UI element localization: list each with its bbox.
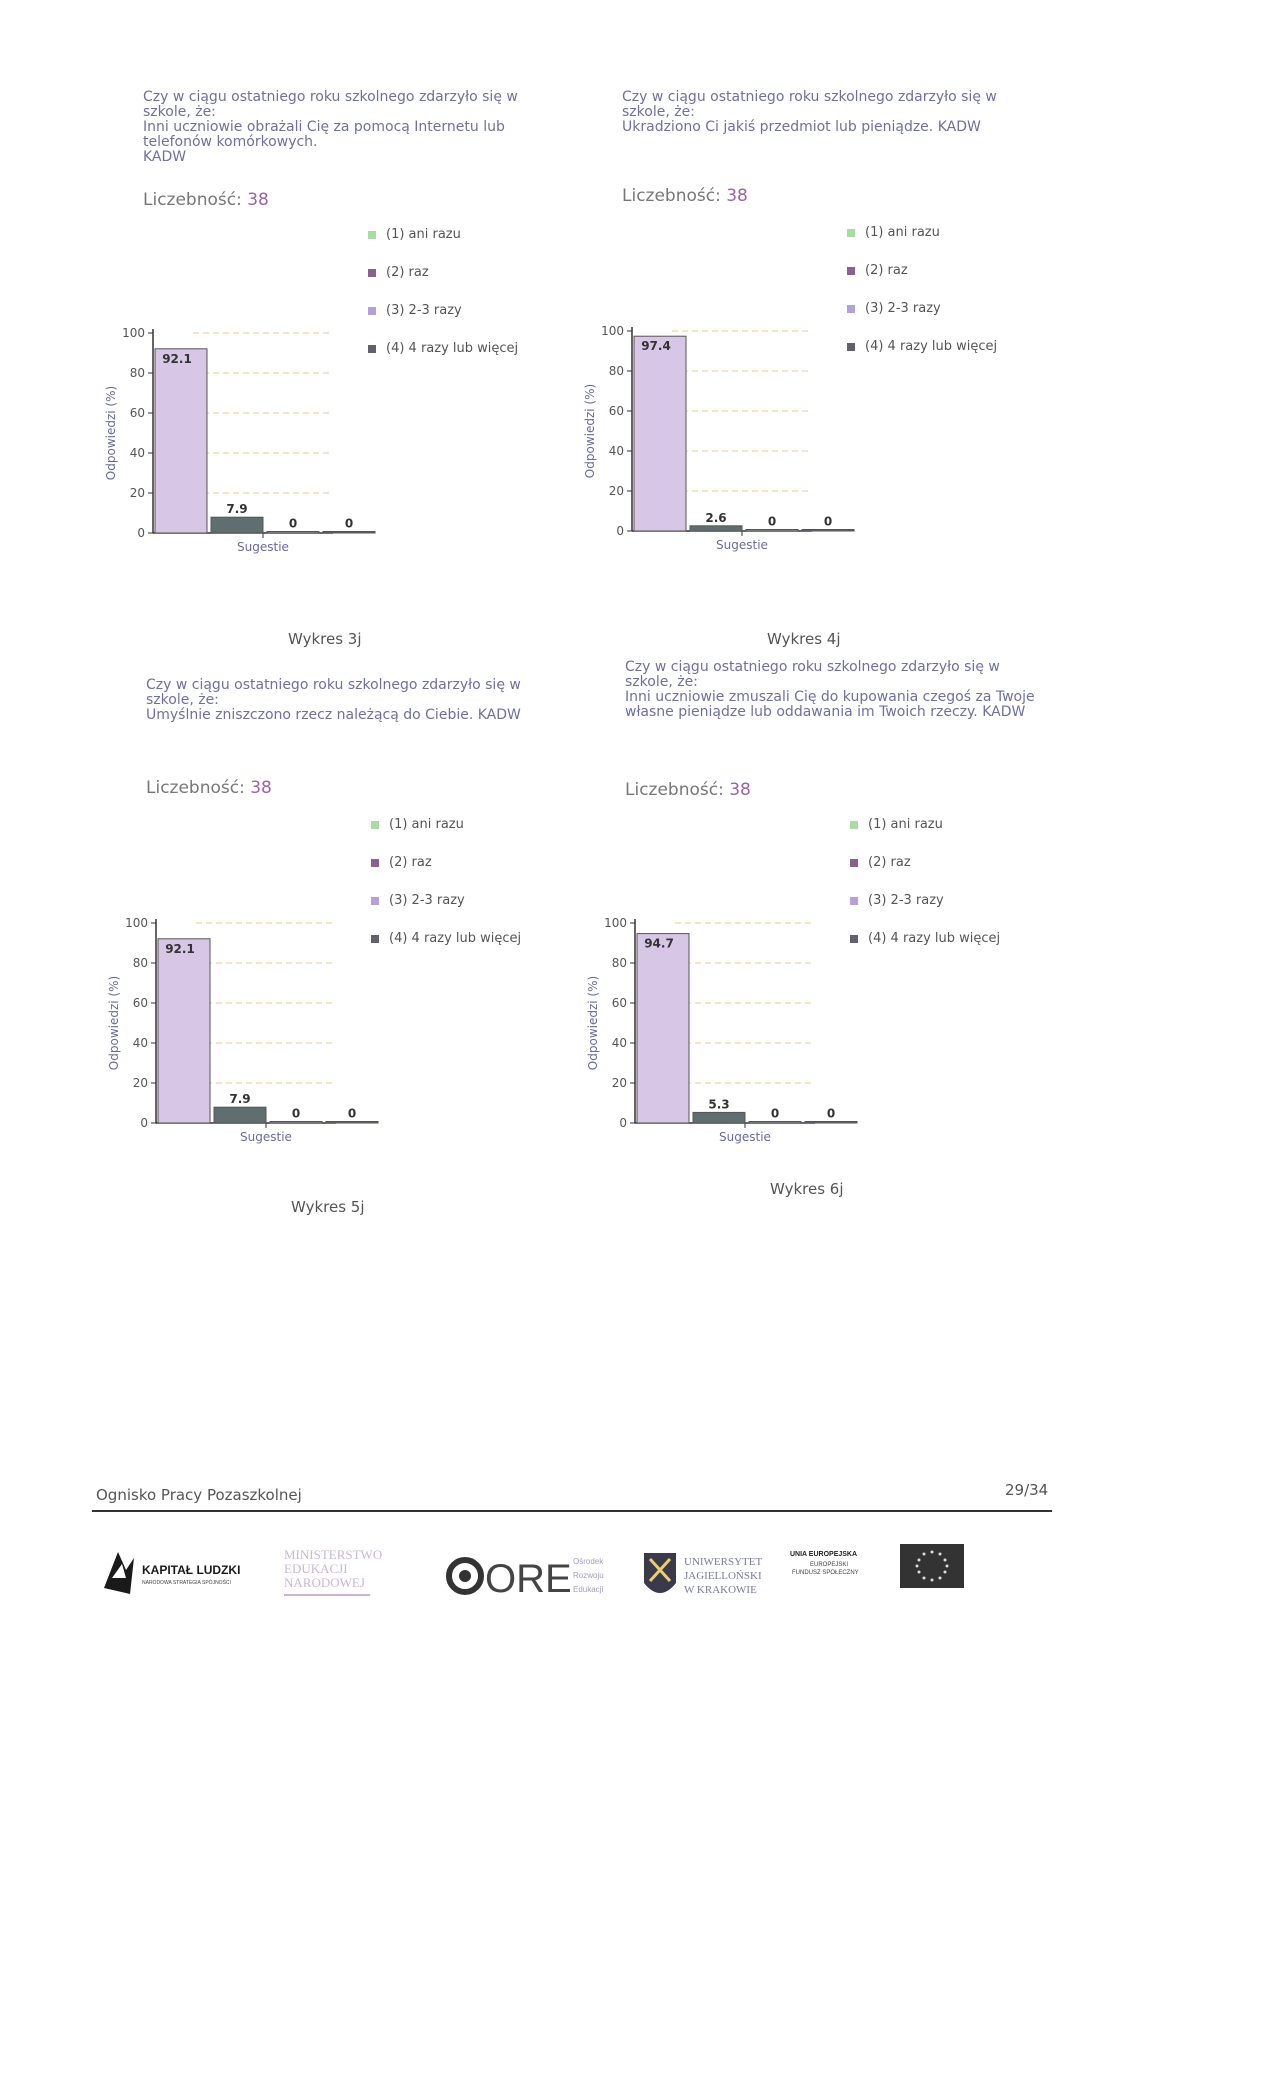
kapital-ludzki-text: KAPITAŁ LUDZKI (142, 1563, 241, 1577)
legend-label: (3) 2-3 razy (386, 303, 462, 318)
y-axis-label: Odpowiedzi (%) (107, 975, 121, 1071)
chart-panel-6j (586, 659, 1105, 1220)
legend-item (847, 226, 1005, 240)
bar-value-label: 5.3 (708, 1097, 730, 1112)
eu-line-3: FUNDUSZ SPOŁECZNY (792, 1570, 859, 1576)
y-tick-label: 60 (611, 996, 627, 1010)
sample-size-value: 38 (729, 780, 751, 800)
bar-value-label: 0 (291, 1106, 301, 1121)
y-tick-label: 100 (125, 916, 148, 930)
legend-item (847, 302, 1005, 316)
bar (211, 517, 263, 533)
bar-chart (106, 808, 406, 1158)
legend-label: (2) raz (868, 855, 911, 870)
y-tick-label: 60 (608, 404, 624, 418)
bar (637, 934, 689, 1123)
ministerstwo-line-3: NARODOWEJ (284, 1575, 365, 1590)
footer-organization: Ognisko Pracy Pozaszkolnej (96, 1486, 302, 1504)
sample-size-label: Liczebność: (622, 186, 727, 206)
y-tick-label: 40 (608, 444, 624, 458)
kapital-ludzki-logo (100, 1548, 300, 1598)
chart-panel-4j (583, 89, 1102, 650)
sample-size (143, 190, 269, 210)
legend-label: (4) 4 razy lub więcej (386, 341, 519, 356)
y-axis-label: Odpowiedzi (%) (583, 383, 597, 479)
uj-logo (640, 1545, 790, 1610)
legend-label: (1) ani razu (389, 817, 464, 832)
legend-swatch (847, 343, 855, 351)
bar (746, 530, 798, 532)
legend-label: (2) raz (386, 265, 429, 280)
y-tick-label: 0 (140, 1116, 148, 1130)
bar-value-label: 0 (344, 516, 354, 531)
y-tick-label: 80 (129, 366, 145, 380)
y-tick-label: 20 (608, 484, 624, 498)
y-tick-label: 40 (129, 446, 145, 460)
legend-item (371, 856, 529, 870)
bar-value-label: 0 (347, 1106, 357, 1121)
legend-swatch (850, 935, 858, 943)
bar (155, 349, 207, 533)
legend-swatch (371, 897, 379, 905)
legend-swatch (847, 229, 855, 237)
legend-item (368, 266, 526, 280)
bar-value-label: 0 (826, 1106, 836, 1121)
y-axis-label: Odpowiedzi (%) (104, 385, 118, 481)
ore-sub-3: Edukacji (573, 1585, 604, 1594)
y-tick-label: 40 (132, 1036, 148, 1050)
ore-logo (445, 1548, 625, 1603)
y-tick-label: 100 (601, 324, 624, 338)
sample-size (146, 778, 272, 798)
legend-item (850, 932, 1008, 946)
chart-question: Czy w ciągu ostatniego roku szkolnego zdarzyło się w szkole, że: Ukradziono Ci jakiś przedmiot lub pieniądze. KADW (622, 89, 997, 135)
legend-label: (2) raz (865, 263, 908, 278)
legend-item (368, 342, 526, 356)
y-tick-label: 0 (616, 524, 624, 538)
y-tick-label: 20 (611, 1076, 627, 1090)
bar (690, 526, 742, 531)
bar (270, 1122, 322, 1124)
y-tick-label: 20 (129, 486, 145, 500)
legend-label: (1) ani razu (865, 225, 940, 240)
bar (323, 532, 375, 534)
chart-caption: Wykres 4j (767, 630, 841, 648)
footer-divider (92, 1510, 1052, 1512)
sample-size-value: 38 (247, 190, 269, 210)
y-tick-label: 80 (608, 364, 624, 378)
legend-item (371, 818, 529, 832)
y-tick-label: 40 (611, 1036, 627, 1050)
chart-legend (371, 818, 529, 970)
eu-logo (790, 1540, 970, 1600)
bar (749, 1122, 801, 1124)
eu-line-2: EUROPEJSKI (810, 1562, 849, 1568)
y-tick-label: 100 (604, 916, 627, 930)
bar-value-label: 92.1 (165, 941, 195, 956)
bar-value-label: 7.9 (226, 502, 248, 517)
bar-value-label: 94.7 (644, 936, 674, 951)
legend-item (371, 894, 529, 908)
legend-label: (4) 4 razy lub więcej (389, 931, 522, 946)
bar-value-label: 0 (770, 1106, 780, 1121)
chart-question: Czy w ciągu ostatniego roku szkolnego zdarzyło się w szkole, że: Umyślnie zniszczono rzecz należącą do Ciebie. KADW (146, 677, 521, 723)
legend-label: (2) raz (389, 855, 432, 870)
footer-page-number: 29/34 (1005, 1481, 1049, 1499)
uj-line-2: JAGIELLOŃSKI (684, 1570, 762, 1582)
legend-item (847, 264, 1005, 278)
bar (267, 532, 319, 534)
chart-caption: Wykres 6j (770, 1180, 844, 1198)
legend-swatch (850, 897, 858, 905)
legend-label: (3) 2-3 razy (868, 893, 944, 908)
uj-line-1: UNIWERSYTET (684, 1556, 763, 1568)
legend-label: (4) 4 razy lub więcej (868, 931, 1001, 946)
bar-chart (582, 216, 882, 566)
y-tick-label: 0 (619, 1116, 627, 1130)
uj-line-3: W KRAKOWIE (684, 1584, 757, 1596)
y-tick-label: 80 (132, 956, 148, 970)
legend-swatch (847, 267, 855, 275)
y-tick-label: 60 (129, 406, 145, 420)
ministerstwo-line-1: MINISTERSTWO (284, 1547, 383, 1562)
chart-caption: Wykres 3j (288, 630, 362, 648)
kapital-ludzki-sub: NARODOWA STRATEGIA SPÓJNOŚCI (142, 1580, 231, 1586)
chart-panel-5j (107, 677, 626, 1238)
legend-item (368, 304, 526, 318)
legend-label: (3) 2-3 razy (865, 301, 941, 316)
sample-size-label: Liczebność: (625, 780, 730, 800)
bar (634, 336, 686, 531)
legend-item (850, 856, 1008, 870)
legend-swatch (371, 859, 379, 867)
bar (158, 939, 210, 1123)
y-tick-label: 100 (122, 326, 145, 340)
chart-question: Czy w ciągu ostatniego roku szkolnego zdarzyło się w szkole, że: Inni uczniowie obrażali Cię za pomocą Internetu lub telefonów komórkowych. KADW (143, 89, 518, 165)
bar-chart (585, 808, 885, 1158)
bar (802, 530, 854, 532)
chart-panel-3j (104, 89, 623, 650)
legend-item (847, 340, 1005, 354)
legend-swatch (368, 231, 376, 239)
bar-value-label: 7.9 (229, 1092, 251, 1107)
y-tick-label: 0 (137, 526, 145, 540)
sample-size-value: 38 (726, 186, 748, 206)
bar (805, 1122, 857, 1124)
y-tick-label: 80 (611, 956, 627, 970)
chart-caption: Wykres 5j (291, 1198, 365, 1216)
sample-size (625, 780, 751, 800)
bar (326, 1122, 378, 1124)
legend-label: (1) ani razu (868, 817, 943, 832)
bar (214, 1107, 266, 1123)
bar-chart (103, 218, 403, 568)
legend-swatch (371, 935, 379, 943)
y-tick-label: 20 (132, 1076, 148, 1090)
chart-legend (847, 226, 1005, 378)
legend-label: (1) ani razu (386, 227, 461, 242)
legend-label: (3) 2-3 razy (389, 893, 465, 908)
legend-item (371, 932, 529, 946)
bar-value-label: 0 (288, 516, 298, 531)
legend-item (850, 818, 1008, 832)
legend-swatch (368, 345, 376, 353)
legend-swatch (368, 269, 376, 277)
sample-size (622, 186, 748, 206)
sample-size-value: 38 (250, 778, 272, 798)
chart-legend (850, 818, 1008, 970)
ore-sub-2: Rozwoju (573, 1571, 604, 1580)
ministerstwo-line-2: EDUKACJI (284, 1561, 348, 1576)
legend-label: (4) 4 razy lub więcej (865, 339, 998, 354)
legend-swatch (850, 821, 858, 829)
x-axis-label: Sugestie (719, 1130, 771, 1144)
eu-line-1: UNIA EUROPEJSKA (790, 1551, 858, 1558)
bar-value-label: 97.4 (641, 339, 671, 354)
ore-text: ORE (485, 1557, 572, 1601)
ore-sub-1: Ośrodek (573, 1557, 604, 1566)
chart-question: Czy w ciągu ostatniego roku szkolnego zdarzyło się w szkole, że: Inni uczniowie zmuszali Cię do kupowania czegoś za Twoje własne pieniądze lub oddawania im Twoich rzeczy. KADW (625, 659, 1035, 720)
ministerstwo-logo (280, 1545, 400, 1605)
sample-size-label: Liczebność: (146, 778, 251, 798)
legend-swatch (371, 821, 379, 829)
legend-swatch (368, 307, 376, 315)
bar (693, 1112, 745, 1123)
sample-size-label: Liczebność: (143, 190, 248, 210)
bar-value-label: 0 (767, 514, 777, 529)
bar-value-label: 2.6 (705, 510, 727, 525)
x-axis-label: Sugestie (240, 1130, 292, 1144)
chart-legend (368, 228, 526, 380)
legend-swatch (850, 859, 858, 867)
bar-value-label: 0 (823, 514, 833, 529)
x-axis-label: Sugestie (237, 540, 289, 554)
legend-swatch (847, 305, 855, 313)
legend-item (850, 894, 1008, 908)
legend-item (368, 228, 526, 242)
bar-value-label: 92.1 (162, 351, 192, 366)
x-axis-label: Sugestie (716, 538, 768, 552)
y-axis-label: Odpowiedzi (%) (586, 975, 600, 1071)
y-tick-label: 60 (132, 996, 148, 1010)
